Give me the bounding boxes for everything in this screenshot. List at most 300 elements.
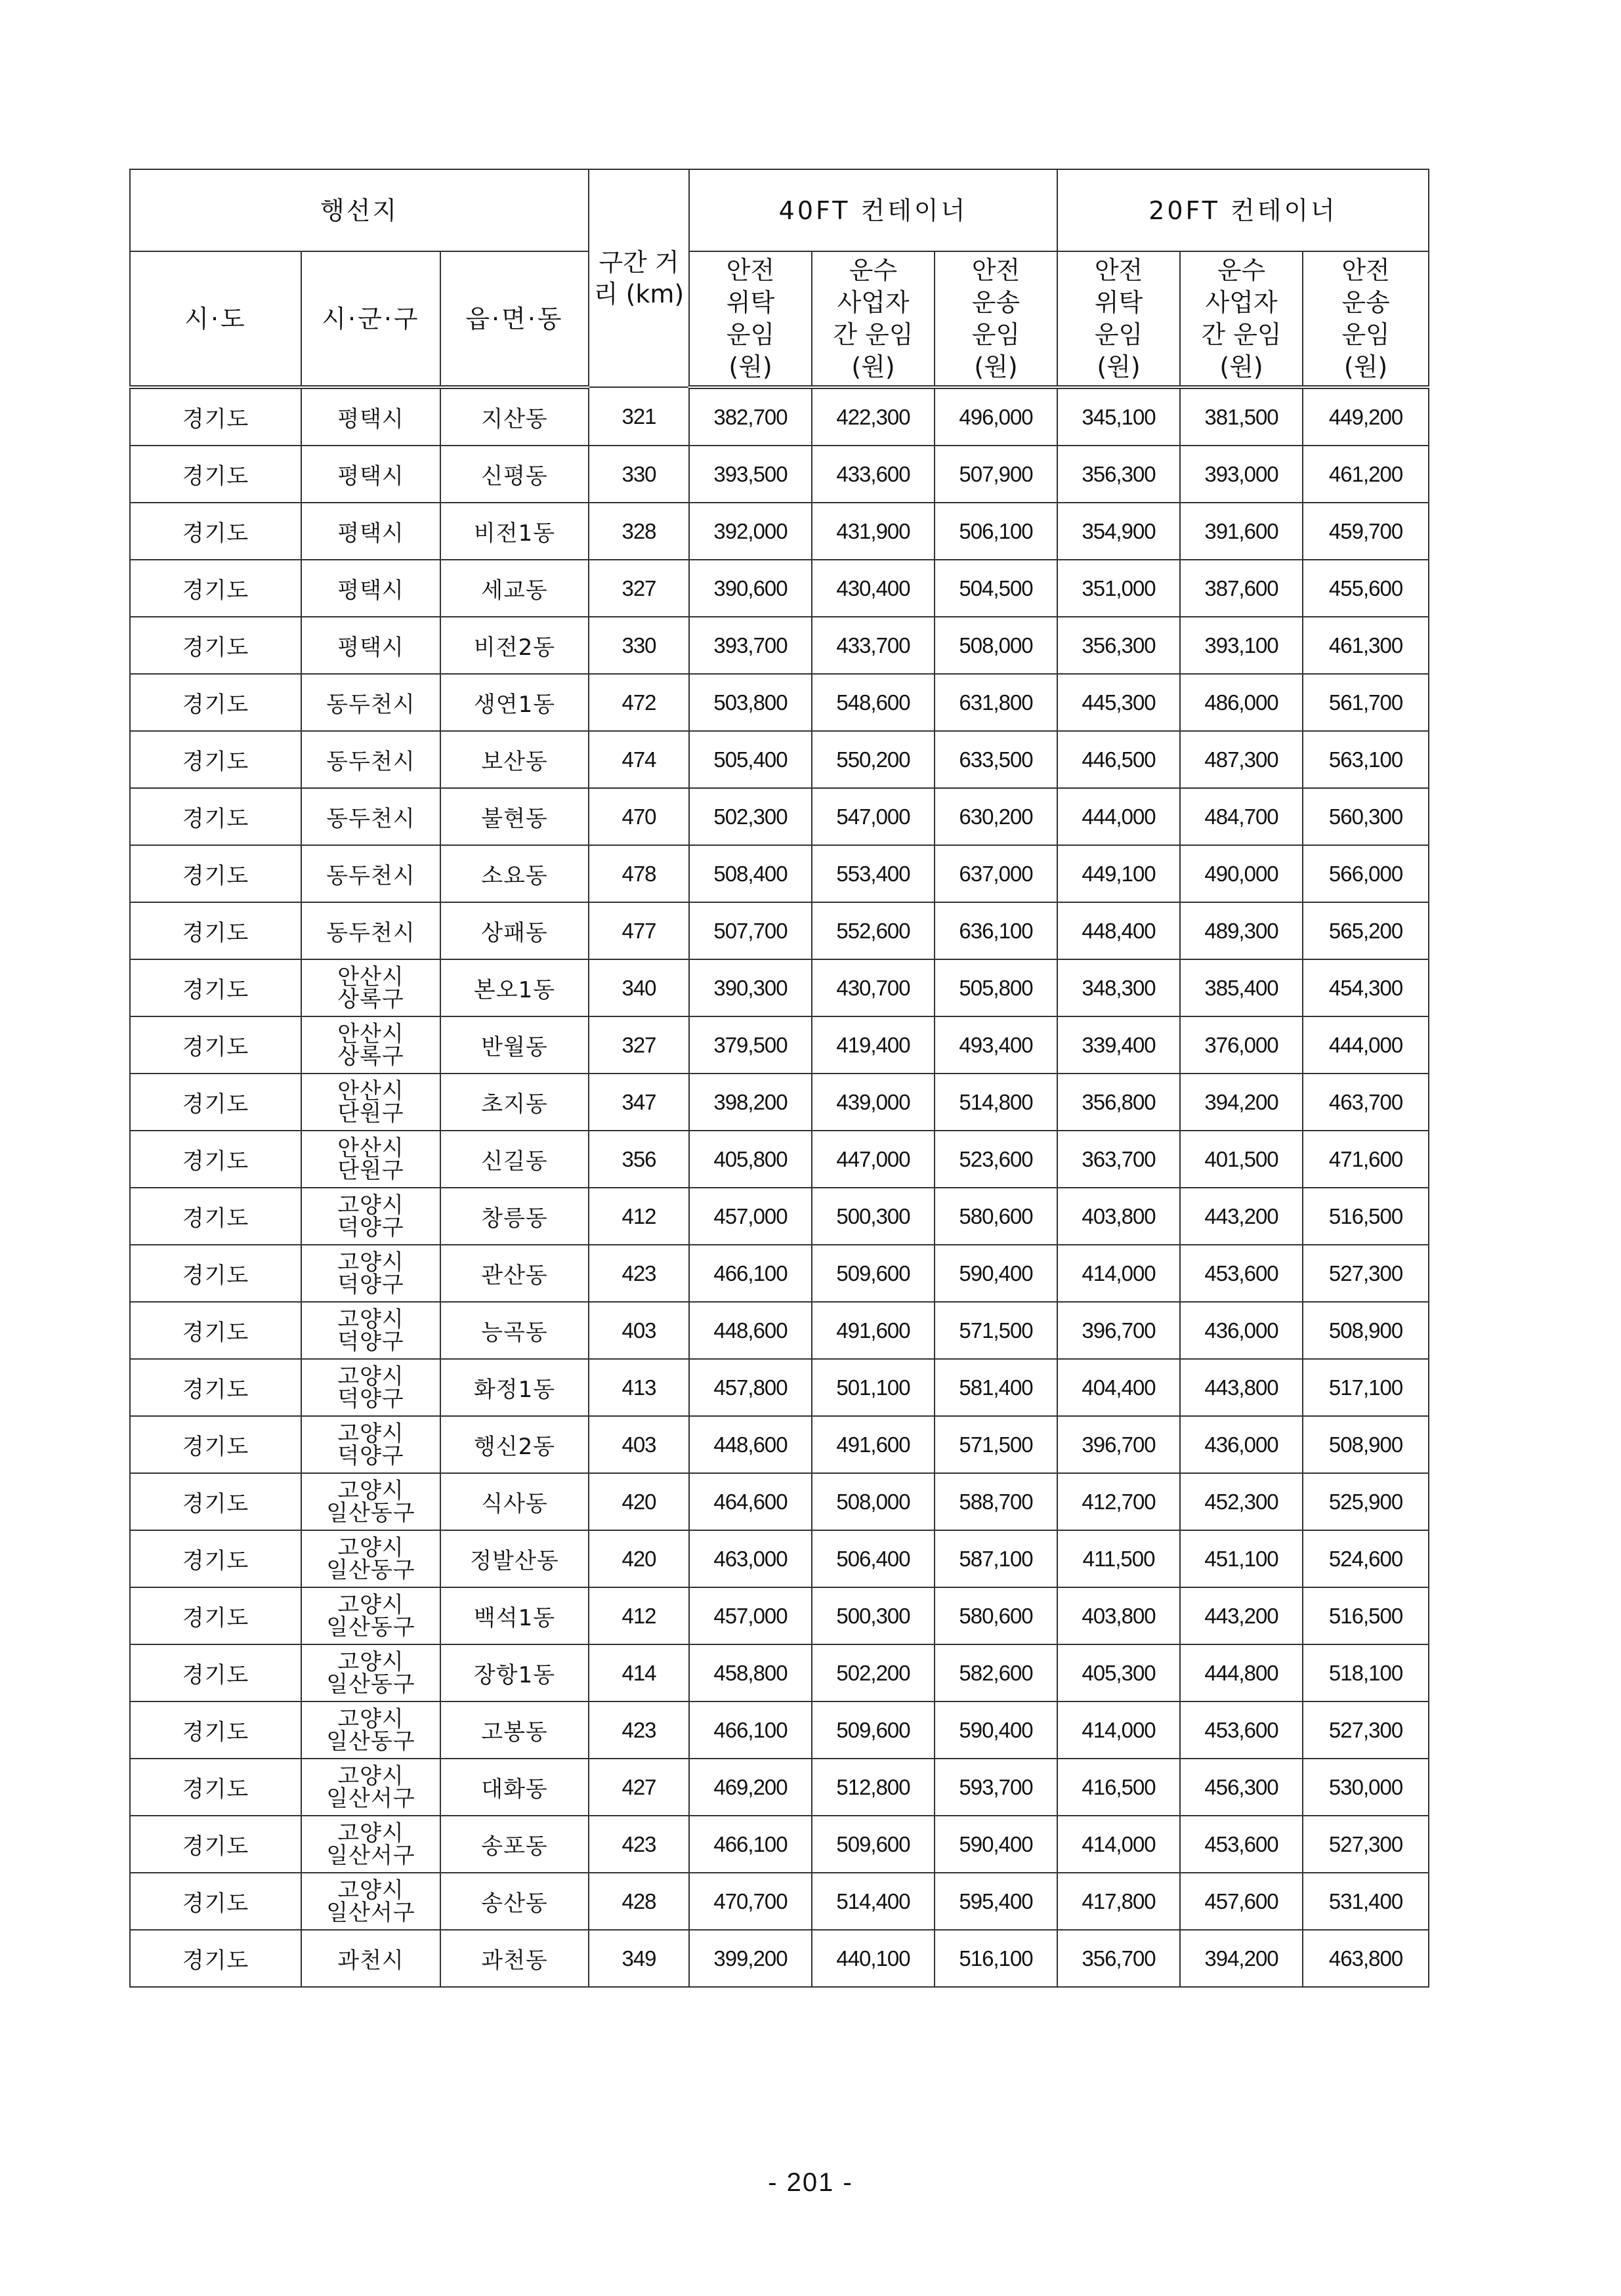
container-20ft-header: 20FT 컨테이너 bbox=[1057, 169, 1429, 251]
safety-consign-rate-cell-40ft: 457,000 bbox=[689, 1188, 812, 1245]
sigungu-line: 일산동구 bbox=[326, 1614, 415, 1640]
carrier-rate-40ft-header bbox=[812, 251, 935, 387]
sigungu-line: 고양시 bbox=[337, 1820, 404, 1847]
carrier-rate-cell-40ft: 500,300 bbox=[812, 1587, 935, 1644]
safety-consign-rate-cell-20ft: 348,300 bbox=[1057, 959, 1180, 1016]
safety-consign-rate-cell-20ft: 448,400 bbox=[1057, 902, 1180, 959]
sido-cell: 경기도 bbox=[130, 1245, 301, 1302]
sigungu-line: 고양시 bbox=[337, 1591, 404, 1618]
distance-cell: 420 bbox=[589, 1473, 689, 1530]
sigungu-cell bbox=[301, 788, 440, 845]
safety-consign-rate-cell-20ft: 363,700 bbox=[1057, 1131, 1180, 1188]
safety-transport-rate-cell-20ft: 525,900 bbox=[1303, 1473, 1429, 1530]
table-row bbox=[130, 1074, 1429, 1131]
safety-transport-rate-cell-40ft: 581,400 bbox=[935, 1359, 1057, 1416]
sido-cell: 경기도 bbox=[130, 1416, 301, 1473]
carrier-rate-cell-40ft: 430,400 bbox=[812, 560, 935, 617]
carrier-rate-cell-20ft: 385,400 bbox=[1180, 959, 1303, 1016]
table-row bbox=[130, 1701, 1429, 1759]
sido-cell: 경기도 bbox=[130, 446, 301, 503]
safety-transport-rate-cell-20ft: 455,600 bbox=[1303, 560, 1429, 617]
sigungu-line: 안산시 bbox=[337, 1135, 404, 1161]
sigungu-line: 일산서구 bbox=[326, 1785, 415, 1812]
safety-consign-rate-cell-40ft: 466,100 bbox=[689, 1245, 812, 1302]
safety-consign-rate-cell-20ft: 416,500 bbox=[1057, 1759, 1180, 1816]
sigungu-cell bbox=[301, 959, 440, 1016]
sigungu-line: 안산시 bbox=[337, 963, 404, 990]
carrier-rate-cell-40ft: 430,700 bbox=[812, 959, 935, 1016]
carrier-rate-cell-40ft: 447,000 bbox=[812, 1131, 935, 1188]
sigungu-line: 동두천시 bbox=[326, 749, 415, 775]
table-row bbox=[130, 731, 1429, 788]
carrier-rate-cell-40ft: 506,400 bbox=[812, 1530, 935, 1587]
safety-transport-rate-cell-40ft: 523,600 bbox=[935, 1131, 1057, 1188]
sigungu-cell bbox=[301, 560, 440, 617]
carrier-rate-cell-20ft: 443,800 bbox=[1180, 1359, 1303, 1416]
distance-cell: 470 bbox=[589, 788, 689, 845]
safety-transport-rate-cell-40ft: 507,900 bbox=[935, 446, 1057, 503]
sigungu-cell bbox=[301, 446, 440, 503]
sigungu-cell bbox=[301, 731, 440, 788]
sigungu-line: 일산동구 bbox=[326, 1556, 415, 1583]
carrier-rate-cell-40ft: 547,000 bbox=[812, 788, 935, 845]
sigungu-line: 일산서구 bbox=[326, 1842, 415, 1869]
table-row bbox=[130, 1245, 1429, 1302]
sido-cell: 경기도 bbox=[130, 674, 301, 731]
distance-cell: 330 bbox=[589, 617, 689, 674]
safety-consign-rate-cell-20ft: 345,100 bbox=[1057, 387, 1180, 446]
sigungu-line: 동두천시 bbox=[326, 863, 415, 889]
safety-consign-rate-cell-40ft: 399,200 bbox=[689, 1930, 812, 1987]
safety-consign-rate-cell-20ft: 414,000 bbox=[1057, 1245, 1180, 1302]
carrier-rate-cell-20ft: 484,700 bbox=[1180, 788, 1303, 845]
safety-transport-rate-cell-20ft: 454,300 bbox=[1303, 959, 1429, 1016]
safety-transport-rate-cell-40ft: 580,600 bbox=[935, 1587, 1057, 1644]
safety-transport-rate-40ft-header bbox=[935, 251, 1057, 387]
carrier-rate-cell-40ft: 552,600 bbox=[812, 902, 935, 959]
carrier-rate-cell-20ft: 393,100 bbox=[1180, 617, 1303, 674]
sigungu-cell bbox=[301, 845, 440, 902]
table-row bbox=[130, 1131, 1429, 1188]
safety-transport-rate-cell-40ft: 631,800 bbox=[935, 674, 1057, 731]
safety-transport-rate-cell-20ft: 563,100 bbox=[1303, 731, 1429, 788]
safety-transport-rate-cell-40ft: 590,400 bbox=[935, 1701, 1057, 1759]
distance-cell: 349 bbox=[589, 1930, 689, 1987]
safety-transport-rate-cell-20ft: 516,500 bbox=[1303, 1587, 1429, 1644]
safety-consign-rate-cell-40ft: 463,000 bbox=[689, 1530, 812, 1587]
distance-cell: 327 bbox=[589, 1016, 689, 1074]
sigungu-cell bbox=[301, 1587, 440, 1644]
sigungu-line: 단원구 bbox=[337, 1157, 404, 1184]
distance-cell: 478 bbox=[589, 845, 689, 902]
eupmyeondong-header: 읍·면·동 bbox=[440, 251, 589, 387]
sigungu-cell bbox=[301, 617, 440, 674]
safety-consign-rate-cell-20ft: 356,700 bbox=[1057, 1930, 1180, 1987]
carrier-rate-cell-40ft: 433,600 bbox=[812, 446, 935, 503]
eupmyeondong-cell: 지산동 bbox=[440, 387, 589, 446]
sido-cell: 경기도 bbox=[130, 1759, 301, 1816]
sigungu-cell bbox=[301, 1416, 440, 1473]
sigungu-line: 평택시 bbox=[337, 577, 404, 604]
header-line: 안전 bbox=[726, 255, 775, 285]
sigungu-cell bbox=[301, 1701, 440, 1759]
table-row bbox=[130, 503, 1429, 560]
sido-cell: 경기도 bbox=[130, 1873, 301, 1930]
safety-consign-rate-cell-20ft: 351,000 bbox=[1057, 560, 1180, 617]
header-line: 안전 bbox=[971, 255, 1021, 285]
safety-transport-rate-cell-20ft: 508,900 bbox=[1303, 1416, 1429, 1473]
sigungu-line: 고양시 bbox=[337, 1763, 404, 1789]
distance-cell: 321 bbox=[589, 387, 689, 446]
distance-cell: 420 bbox=[589, 1530, 689, 1587]
carrier-rate-cell-40ft: 431,900 bbox=[812, 503, 935, 560]
sigungu-cell bbox=[301, 1074, 440, 1131]
sigungu-cell bbox=[301, 1245, 440, 1302]
carrier-rate-cell-20ft: 381,500 bbox=[1180, 387, 1303, 446]
sigungu-line: 평택시 bbox=[337, 463, 404, 490]
sigungu-line: 동두천시 bbox=[326, 692, 415, 718]
safety-consign-rate-cell-20ft: 396,700 bbox=[1057, 1302, 1180, 1359]
safety-consign-rate-cell-40ft: 448,600 bbox=[689, 1416, 812, 1473]
safety-consign-rate-cell-40ft: 392,000 bbox=[689, 503, 812, 560]
container-40ft-header: 40FT 컨테이너 bbox=[689, 169, 1057, 251]
sigungu-line: 안산시 bbox=[337, 1077, 404, 1104]
header-line: (원) bbox=[728, 352, 772, 381]
sido-cell: 경기도 bbox=[130, 1701, 301, 1759]
sido-header: 시·도 bbox=[130, 251, 301, 387]
carrier-rate-cell-40ft: 509,600 bbox=[812, 1816, 935, 1873]
safety-consign-rate-cell-40ft: 390,600 bbox=[689, 560, 812, 617]
distance-cell: 423 bbox=[589, 1245, 689, 1302]
safety-transport-rate-cell-40ft: 505,800 bbox=[935, 959, 1057, 1016]
safety-transport-rate-cell-40ft: 595,400 bbox=[935, 1873, 1057, 1930]
sigungu-line: 상록구 bbox=[337, 1043, 404, 1070]
safety-consign-rate-cell-20ft: 444,000 bbox=[1057, 788, 1180, 845]
safety-transport-rate-cell-20ft: 463,700 bbox=[1303, 1074, 1429, 1131]
safety-consign-rate-cell-40ft: 405,800 bbox=[689, 1131, 812, 1188]
sigungu-line: 덕양구 bbox=[337, 1214, 404, 1241]
safety-transport-rate-cell-40ft: 493,400 bbox=[935, 1016, 1057, 1074]
sigungu-cell bbox=[301, 902, 440, 959]
distance-cell: 413 bbox=[589, 1359, 689, 1416]
eupmyeondong-cell: 정발산동 bbox=[440, 1530, 589, 1587]
sigungu-cell bbox=[301, 1359, 440, 1416]
carrier-rate-cell-40ft: 491,600 bbox=[812, 1416, 935, 1473]
carrier-rate-cell-20ft: 457,600 bbox=[1180, 1873, 1303, 1930]
eupmyeondong-cell: 불현동 bbox=[440, 788, 589, 845]
table-row bbox=[130, 1359, 1429, 1416]
safety-consign-rate-cell-40ft: 457,000 bbox=[689, 1587, 812, 1644]
sigungu-cell bbox=[301, 1016, 440, 1074]
carrier-rate-cell-20ft: 444,800 bbox=[1180, 1644, 1303, 1701]
distance-cell: 403 bbox=[589, 1302, 689, 1359]
carrier-rate-cell-40ft: 433,700 bbox=[812, 617, 935, 674]
sigungu-line: 고양시 bbox=[337, 1877, 404, 1904]
header-line: (원) bbox=[851, 352, 895, 381]
table-row bbox=[130, 845, 1429, 902]
sido-cell: 경기도 bbox=[130, 845, 301, 902]
safety-consign-rate-cell-20ft: 404,400 bbox=[1057, 1359, 1180, 1416]
safety-consign-rate-cell-20ft: 354,900 bbox=[1057, 503, 1180, 560]
distance-cell: 472 bbox=[589, 674, 689, 731]
sigungu-line: 일산동구 bbox=[326, 1671, 415, 1698]
eupmyeondong-cell: 반월동 bbox=[440, 1016, 589, 1074]
header-line: 운송 bbox=[971, 287, 1021, 317]
eupmyeondong-cell: 세교동 bbox=[440, 560, 589, 617]
safety-transport-rate-cell-40ft: 582,600 bbox=[935, 1644, 1057, 1701]
safety-consign-rate-cell-20ft: 403,800 bbox=[1057, 1188, 1180, 1245]
sigungu-cell bbox=[301, 1759, 440, 1816]
sido-cell: 경기도 bbox=[130, 1930, 301, 1987]
sigungu-cell bbox=[301, 1188, 440, 1245]
carrier-rate-cell-20ft: 394,200 bbox=[1180, 1930, 1303, 1987]
carrier-rate-cell-20ft: 489,300 bbox=[1180, 902, 1303, 959]
eupmyeondong-cell: 비전1동 bbox=[440, 503, 589, 560]
table-row bbox=[130, 1530, 1429, 1587]
safety-transport-rate-cell-40ft: 508,000 bbox=[935, 617, 1057, 674]
carrier-rate-cell-20ft: 443,200 bbox=[1180, 1587, 1303, 1644]
safety-consign-rate-cell-40ft: 390,300 bbox=[689, 959, 812, 1016]
table-row bbox=[130, 387, 1429, 446]
distance-cell: 477 bbox=[589, 902, 689, 959]
distance-header-line: 거리 bbox=[593, 248, 679, 308]
distance-header-line: (km) bbox=[625, 280, 684, 308]
carrier-rate-cell-40ft: 500,300 bbox=[812, 1188, 935, 1245]
safety-transport-rate-cell-40ft: 516,100 bbox=[935, 1930, 1057, 1987]
sigungu-cell bbox=[301, 1473, 440, 1530]
carrier-rate-cell-20ft: 436,000 bbox=[1180, 1302, 1303, 1359]
eupmyeondong-cell: 송포동 bbox=[440, 1816, 589, 1873]
safety-transport-rate-cell-40ft: 571,500 bbox=[935, 1302, 1057, 1359]
safety-transport-rate-cell-20ft: 444,000 bbox=[1303, 1016, 1429, 1074]
distance-cell: 412 bbox=[589, 1188, 689, 1245]
sido-cell: 경기도 bbox=[130, 731, 301, 788]
distance-cell: 330 bbox=[589, 446, 689, 503]
eupmyeondong-cell: 본오1동 bbox=[440, 959, 589, 1016]
header-line: 안전 bbox=[1094, 255, 1143, 285]
table-row bbox=[130, 1416, 1429, 1473]
eupmyeondong-cell: 소요동 bbox=[440, 845, 589, 902]
safety-transport-rate-cell-20ft: 461,300 bbox=[1303, 617, 1429, 674]
eupmyeondong-cell: 비전2동 bbox=[440, 617, 589, 674]
carrier-rate-cell-40ft: 548,600 bbox=[812, 674, 935, 731]
header-line: 간 운임 bbox=[1201, 320, 1282, 349]
safety-transport-rate-cell-20ft: 517,100 bbox=[1303, 1359, 1429, 1416]
distance-cell: 328 bbox=[589, 503, 689, 560]
carrier-rate-cell-20ft: 436,000 bbox=[1180, 1416, 1303, 1473]
sigungu-cell bbox=[301, 1131, 440, 1188]
carrier-rate-cell-40ft: 509,600 bbox=[812, 1245, 935, 1302]
safety-transport-rate-cell-40ft: 633,500 bbox=[935, 731, 1057, 788]
carrier-rate-cell-20ft: 456,300 bbox=[1180, 1759, 1303, 1816]
sigungu-line: 동두천시 bbox=[326, 806, 415, 832]
sigungu-line: 고양시 bbox=[337, 1534, 404, 1561]
header-line: 사업자 bbox=[837, 287, 910, 317]
safety-transport-rate-cell-20ft: 561,700 bbox=[1303, 674, 1429, 731]
sigungu-line: 고양시 bbox=[337, 1648, 404, 1675]
safety-consign-rate-cell-40ft: 398,200 bbox=[689, 1074, 812, 1131]
distance-header bbox=[589, 169, 689, 387]
carrier-rate-20ft-header bbox=[1180, 251, 1303, 387]
sigungu-cell bbox=[301, 1873, 440, 1930]
sigungu-cell bbox=[301, 1644, 440, 1701]
safety-consign-rate-cell-20ft: 356,300 bbox=[1057, 446, 1180, 503]
eupmyeondong-cell: 화정1동 bbox=[440, 1359, 589, 1416]
safety-transport-rate-cell-40ft: 514,800 bbox=[935, 1074, 1057, 1131]
sigungu-line: 덕양구 bbox=[337, 1271, 404, 1298]
carrier-rate-cell-20ft: 453,600 bbox=[1180, 1245, 1303, 1302]
carrier-rate-cell-20ft: 453,600 bbox=[1180, 1701, 1303, 1759]
distance-cell: 403 bbox=[589, 1416, 689, 1473]
safety-transport-rate-cell-20ft: 527,300 bbox=[1303, 1816, 1429, 1873]
carrier-rate-cell-40ft: 501,100 bbox=[812, 1359, 935, 1416]
carrier-rate-cell-20ft: 451,100 bbox=[1180, 1530, 1303, 1587]
header-line: (원) bbox=[1343, 352, 1388, 381]
sigungu-line: 고양시 bbox=[337, 1477, 404, 1504]
safety-consign-rate-20ft-header bbox=[1057, 251, 1180, 387]
eupmyeondong-cell: 신길동 bbox=[440, 1131, 589, 1188]
safety-transport-rate-cell-40ft: 580,600 bbox=[935, 1188, 1057, 1245]
carrier-rate-cell-20ft: 487,300 bbox=[1180, 731, 1303, 788]
safety-transport-rate-cell-20ft: 508,900 bbox=[1303, 1302, 1429, 1359]
eupmyeondong-cell: 행신2동 bbox=[440, 1416, 589, 1473]
safety-transport-rate-cell-20ft: 560,300 bbox=[1303, 788, 1429, 845]
carrier-rate-cell-20ft: 393,000 bbox=[1180, 446, 1303, 503]
carrier-rate-cell-20ft: 387,600 bbox=[1180, 560, 1303, 617]
distance-cell: 423 bbox=[589, 1816, 689, 1873]
sigungu-cell bbox=[301, 387, 440, 446]
header-line: 위탁 bbox=[1094, 287, 1143, 317]
header-line: 사업자 bbox=[1205, 287, 1278, 317]
safety-consign-rate-cell-40ft: 508,400 bbox=[689, 845, 812, 902]
sido-cell: 경기도 bbox=[130, 1359, 301, 1416]
table-row bbox=[130, 617, 1429, 674]
table-row bbox=[130, 560, 1429, 617]
eupmyeondong-cell: 보산동 bbox=[440, 731, 589, 788]
table-row bbox=[130, 1188, 1429, 1245]
carrier-rate-cell-40ft: 491,600 bbox=[812, 1302, 935, 1359]
carrier-rate-cell-40ft: 419,400 bbox=[812, 1016, 935, 1074]
safety-transport-rate-cell-20ft: 524,600 bbox=[1303, 1530, 1429, 1587]
header-line: 운임 bbox=[1094, 320, 1143, 349]
sigungu-line: 일산서구 bbox=[326, 1899, 415, 1926]
safety-transport-rate-cell-20ft: 566,000 bbox=[1303, 845, 1429, 902]
safety-transport-rate-cell-40ft: 590,400 bbox=[935, 1816, 1057, 1873]
header-row-columns bbox=[130, 251, 1429, 387]
carrier-rate-cell-40ft: 502,200 bbox=[812, 1644, 935, 1701]
sido-cell: 경기도 bbox=[130, 560, 301, 617]
carrier-rate-cell-20ft: 391,600 bbox=[1180, 503, 1303, 560]
sigungu-cell bbox=[301, 1930, 440, 1987]
carrier-rate-cell-40ft: 512,800 bbox=[812, 1759, 935, 1816]
safety-consign-rate-cell-40ft: 448,600 bbox=[689, 1302, 812, 1359]
eupmyeondong-cell: 상패동 bbox=[440, 902, 589, 959]
carrier-rate-cell-40ft: 509,600 bbox=[812, 1701, 935, 1759]
eupmyeondong-cell: 대화동 bbox=[440, 1759, 589, 1816]
sigungu-line: 고양시 bbox=[337, 1249, 404, 1276]
table-row bbox=[130, 1644, 1429, 1701]
sigungu-line: 평택시 bbox=[337, 635, 404, 661]
safety-consign-rate-cell-40ft: 464,600 bbox=[689, 1473, 812, 1530]
sigungu-line: 고양시 bbox=[337, 1363, 404, 1390]
sido-cell: 경기도 bbox=[130, 1473, 301, 1530]
sido-cell: 경기도 bbox=[130, 788, 301, 845]
carrier-rate-cell-20ft: 486,000 bbox=[1180, 674, 1303, 731]
safety-consign-rate-cell-40ft: 382,700 bbox=[689, 387, 812, 446]
carrier-rate-cell-20ft: 376,000 bbox=[1180, 1016, 1303, 1074]
header-line: (원) bbox=[974, 352, 1018, 381]
safety-transport-rate-cell-20ft: 527,300 bbox=[1303, 1701, 1429, 1759]
safety-transport-rate-cell-40ft: 630,200 bbox=[935, 788, 1057, 845]
header-line: 운수 bbox=[1217, 255, 1266, 285]
sido-cell: 경기도 bbox=[130, 1131, 301, 1188]
carrier-rate-cell-40ft: 553,400 bbox=[812, 845, 935, 902]
eupmyeondong-cell: 장항1동 bbox=[440, 1644, 589, 1701]
safety-consign-rate-cell-20ft: 445,300 bbox=[1057, 674, 1180, 731]
distance-cell: 423 bbox=[589, 1701, 689, 1759]
safety-transport-rate-cell-40ft: 637,000 bbox=[935, 845, 1057, 902]
sido-cell: 경기도 bbox=[130, 1074, 301, 1131]
safety-transport-rate-cell-20ft: 471,600 bbox=[1303, 1131, 1429, 1188]
safety-transport-rate-20ft-header bbox=[1303, 251, 1429, 387]
distance-cell: 327 bbox=[589, 560, 689, 617]
sigungu-line: 덕양구 bbox=[337, 1442, 404, 1469]
safety-consign-rate-40ft-header bbox=[689, 251, 812, 387]
safety-consign-rate-cell-20ft: 356,300 bbox=[1057, 617, 1180, 674]
safety-transport-rate-cell-20ft: 530,000 bbox=[1303, 1759, 1429, 1816]
sigungu-cell bbox=[301, 674, 440, 731]
sigungu-line: 동두천시 bbox=[326, 920, 415, 946]
eupmyeondong-cell: 신평동 bbox=[440, 446, 589, 503]
header-line: 간 운임 bbox=[833, 320, 914, 349]
header-line: 운송 bbox=[1341, 287, 1390, 317]
table-row bbox=[130, 1587, 1429, 1644]
rate-table-body bbox=[130, 387, 1429, 1987]
freight-rate-table bbox=[129, 169, 1429, 1988]
safety-consign-rate-cell-20ft: 412,700 bbox=[1057, 1473, 1180, 1530]
sido-cell: 경기도 bbox=[130, 1816, 301, 1873]
distance-cell: 414 bbox=[589, 1644, 689, 1701]
sigungu-line: 덕양구 bbox=[337, 1385, 404, 1412]
safety-transport-rate-cell-40ft: 588,700 bbox=[935, 1473, 1057, 1530]
sido-cell: 경기도 bbox=[130, 1530, 301, 1587]
safety-transport-rate-cell-20ft: 459,700 bbox=[1303, 503, 1429, 560]
table-row bbox=[130, 788, 1429, 845]
sigungu-cell bbox=[301, 1302, 440, 1359]
table-row bbox=[130, 959, 1429, 1016]
distance-header-line: 구간 bbox=[599, 248, 647, 277]
table-row bbox=[130, 1873, 1429, 1930]
table-row bbox=[130, 1016, 1429, 1074]
eupmyeondong-cell: 초지동 bbox=[440, 1074, 589, 1131]
safety-consign-rate-cell-20ft: 403,800 bbox=[1057, 1587, 1180, 1644]
safety-transport-rate-cell-20ft: 461,200 bbox=[1303, 446, 1429, 503]
safety-consign-rate-cell-20ft: 449,100 bbox=[1057, 845, 1180, 902]
safety-consign-rate-cell-40ft: 466,100 bbox=[689, 1701, 812, 1759]
header-line: (원) bbox=[1097, 352, 1141, 381]
sigungu-line: 덕양구 bbox=[337, 1328, 404, 1355]
table-row bbox=[130, 902, 1429, 959]
sido-cell: 경기도 bbox=[130, 387, 301, 446]
sigungu-line: 단원구 bbox=[337, 1100, 404, 1127]
table-row bbox=[130, 1930, 1429, 1987]
distance-cell: 340 bbox=[589, 959, 689, 1016]
safety-consign-rate-cell-40ft: 393,500 bbox=[689, 446, 812, 503]
safety-consign-rate-cell-40ft: 457,800 bbox=[689, 1359, 812, 1416]
safety-consign-rate-cell-20ft: 446,500 bbox=[1057, 731, 1180, 788]
safety-consign-rate-cell-20ft: 414,000 bbox=[1057, 1701, 1180, 1759]
sido-cell: 경기도 bbox=[130, 1302, 301, 1359]
